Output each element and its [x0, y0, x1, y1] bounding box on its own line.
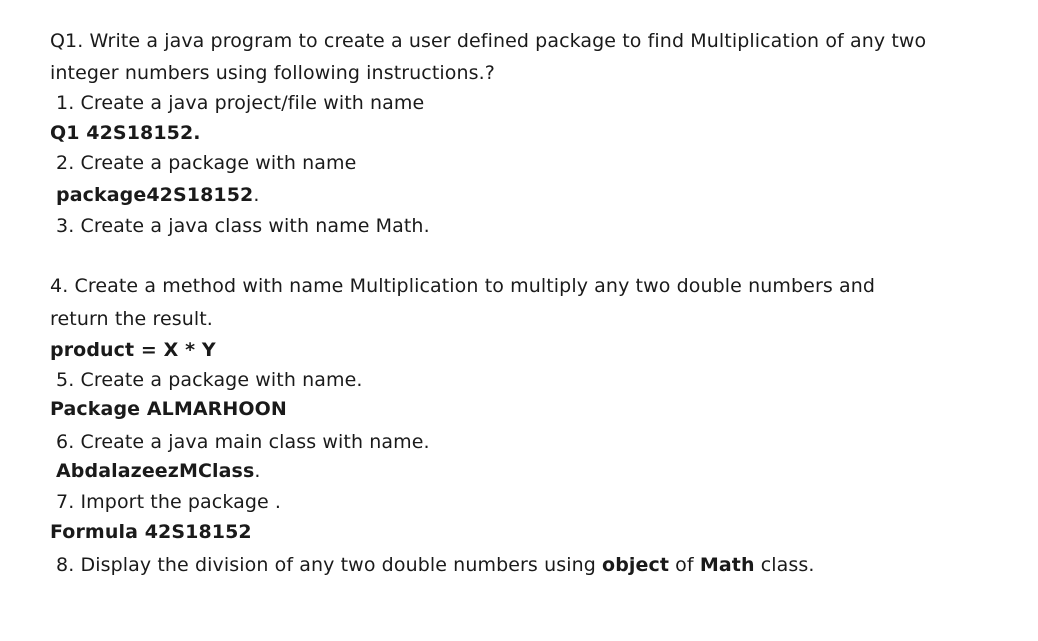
step-6-text: 6. Create a java main class with name. [56, 431, 430, 453]
step-8-bold-math: Math [699, 554, 755, 576]
step-2-package-line [56, 183, 260, 207]
step-2-text: 2. Create a package with name [56, 152, 357, 174]
step-4-line2: return the result. [50, 308, 213, 330]
step-2-period: . [253, 184, 260, 206]
step-4-formula: product = X * Y [50, 339, 216, 361]
step-6-period: . [254, 460, 261, 482]
step-5-package-name: Package ALMARHOON [50, 398, 287, 420]
step-6-class-line [56, 459, 261, 483]
step-4-line1: 4. Create a method with name Multiplication to multiply any two double numbers and [50, 275, 876, 297]
question-title-line2: integer numbers using following instructions.? [50, 62, 495, 84]
step-2-package-name: package42S18152 [56, 184, 254, 206]
step-3-text: 3. Create a java class with name Math. [56, 215, 430, 237]
step-8-text-after: class. [754, 554, 815, 576]
step-1-project-name: Q1 42S18152. [50, 122, 201, 144]
step-6-class-name: AbdalazeezMClass [56, 460, 255, 482]
step-8-line [56, 553, 815, 577]
step-8-text-middle: of [669, 554, 700, 576]
step-1-text: 1. Create a java project/file with name [56, 92, 425, 114]
step-8-bold-object: object [602, 554, 670, 576]
step-8-text-before: 8. Display the division of any two double numbers using [56, 554, 603, 576]
step-7-formula-name: Formula 42S18152 [50, 521, 252, 543]
step-7-text: 7. Import the package . [56, 491, 282, 513]
step-5-text: 5. Create a package with name. [56, 369, 363, 391]
question-title-line1: Q1. Write a java program to create a user defined package to find Multiplication of any two [50, 30, 927, 52]
